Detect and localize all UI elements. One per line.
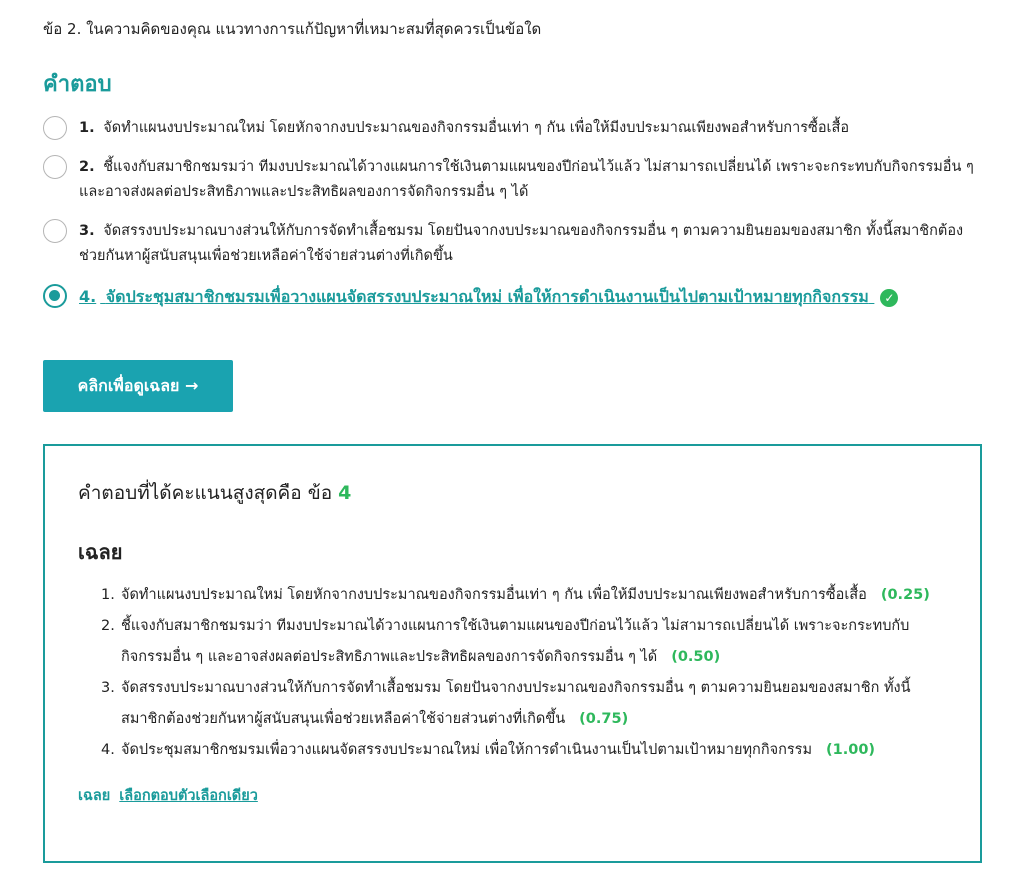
option-label bbox=[79, 116, 849, 141]
answer-heading: คำตอบ bbox=[43, 72, 112, 97]
solution-score: (0.75) bbox=[579, 711, 629, 727]
option-number: 1. bbox=[79, 120, 95, 136]
radio-button[interactable] bbox=[43, 155, 67, 179]
solution-item bbox=[101, 580, 947, 611]
option-label bbox=[79, 283, 898, 311]
solution-list bbox=[78, 580, 947, 766]
check-circle-icon: ✓ bbox=[880, 289, 898, 307]
answer-option-3[interactable] bbox=[43, 219, 983, 269]
answer-option-4[interactable] bbox=[43, 283, 983, 311]
footer-label: เฉลย bbox=[78, 788, 111, 804]
solution-item bbox=[101, 611, 947, 673]
answer-option-1[interactable] bbox=[43, 116, 983, 141]
solution-text: จัดสรรงบประมาณบางส่วนให้กับการจัดทำเสื้อชมรม โดยปันจากงบประมาณของกิจกรรมอื่น ๆ ตามความยินยอมของสมาชิก ทั้งนี้สมาชิกต้องช่วยกันหาผู้สนับสนุนเพื่อช่วยเหลือค่าใช้จ่ายส่วนต่างที่เกิดขึ้น bbox=[121, 680, 911, 727]
option-label bbox=[79, 219, 983, 269]
solution-score: (0.50) bbox=[671, 649, 721, 665]
solution-text-wrap bbox=[121, 673, 947, 735]
option-text: จัดสรรงบประมาณบางส่วนให้กับการจัดทำเสื้อชมรม โดยปันจากงบประมาณของกิจกรรมอื่น ๆ ตามความยินยอมของสมาชิก ทั้งนี้สมาชิกต้องช่วยกันหาผู้สนับสนุนเพื่อช่วยเหลือค่าใช้จ่ายส่วนต่างที่เกิดขึ้น bbox=[79, 223, 964, 264]
single-choice-link[interactable]: เลือกตอบตัวเลือกเดียว bbox=[119, 788, 258, 804]
radio-button[interactable] bbox=[43, 116, 67, 140]
solution-index: 3. bbox=[101, 680, 115, 696]
option-text: จัดประชุมสมาชิกชมรมเพื่อวางแผนจัดสรรงบประมาณใหม่ เพื่อให้การดำเนินงานเป็นไปตามเป้าหมายทุกกิจกรรม bbox=[105, 287, 869, 306]
solution-text: จัดประชุมสมาชิกชมรมเพื่อวางแผนจัดสรรงบประมาณใหม่ เพื่อให้การดำเนินงานเป็นไปตามเป้าหมายทุกกิจกรรม bbox=[121, 742, 813, 758]
radio-button-selected[interactable] bbox=[43, 284, 67, 308]
option-text: จัดทำแผนงบประมาณใหม่ โดยหักจากงบประมาณของกิจกรรมอื่นเท่า ๆ กัน เพื่อให้มีงบประมาณเพียงพอสำหรับการซื้อเสื้อ bbox=[103, 120, 850, 136]
solution-index: 4. bbox=[101, 742, 115, 758]
solution-score: (0.25) bbox=[880, 587, 930, 603]
option-number: 3. bbox=[79, 223, 95, 239]
show-solution-button[interactable]: คลิกเพื่อดูเฉลย → bbox=[43, 360, 233, 412]
solution-index: 1. bbox=[101, 587, 115, 603]
solution-text: ชี้แจงกับสมาชิกชมรมว่า ทีมงบประมาณได้วางแผนการใช้เงินตามแผนของปีก่อนไว้แล้ว ไม่สามารถเปลี่ยนได้ เพราะจะกระทบกับกิจกรรมอื่น ๆ และอาจส่งผลต่อประสิทธิภาพและประสิทธิผลของการจัดกิจกรรมอื่น ๆ ได้ bbox=[121, 618, 910, 665]
solution-text-wrap bbox=[121, 580, 930, 611]
option-number: 2. bbox=[79, 159, 95, 175]
solution-title: เฉลย bbox=[78, 540, 123, 564]
answer-option-2[interactable] bbox=[43, 155, 983, 205]
radio-button[interactable] bbox=[43, 219, 67, 243]
solution-item bbox=[101, 673, 947, 735]
solution-score: (1.00) bbox=[826, 742, 876, 758]
answer-options bbox=[43, 116, 983, 325]
best-answer-label: คำตอบที่ได้คะแนนสูงสุดคือ ข้อ bbox=[78, 482, 333, 504]
solution-text-wrap bbox=[121, 611, 947, 673]
solution-text: จัดทำแผนงบประมาณใหม่ โดยหักจากงบประมาณของกิจกรรมอื่นเท่า ๆ กัน เพื่อให้มีงบประมาณเพียงพอสำหรับการซื้อเสื้อ bbox=[121, 587, 867, 603]
solution-index: 2. bbox=[101, 618, 115, 634]
best-answer-line bbox=[78, 478, 947, 508]
best-answer-number: 4 bbox=[338, 482, 352, 504]
option-number: 4. bbox=[79, 287, 97, 306]
option-label bbox=[79, 155, 983, 205]
solution-text-wrap bbox=[121, 735, 875, 766]
solution-panel bbox=[43, 444, 982, 863]
solution-item bbox=[101, 735, 947, 766]
option-text: ชี้แจงกับสมาชิกชมรมว่า ทีมงบประมาณได้วางแผนการใช้เงินตามแผนของปีก่อนไว้แล้ว ไม่สามารถเปลี่ยนได้ เพราะจะกระทบกับกิจกรรมอื่น ๆ และอาจส่งผลต่อประสิทธิภาพและประสิทธิผลของการจัดกิจกรรมอื่น ๆ ได้ bbox=[79, 159, 974, 200]
question-text: ข้อ 2. ในความคิดของคุณ แนวทางการแก้ปัญหาที่เหมาะสมที่สุดควรเป็นข้อใด bbox=[43, 20, 542, 38]
solution-footer bbox=[78, 784, 947, 807]
